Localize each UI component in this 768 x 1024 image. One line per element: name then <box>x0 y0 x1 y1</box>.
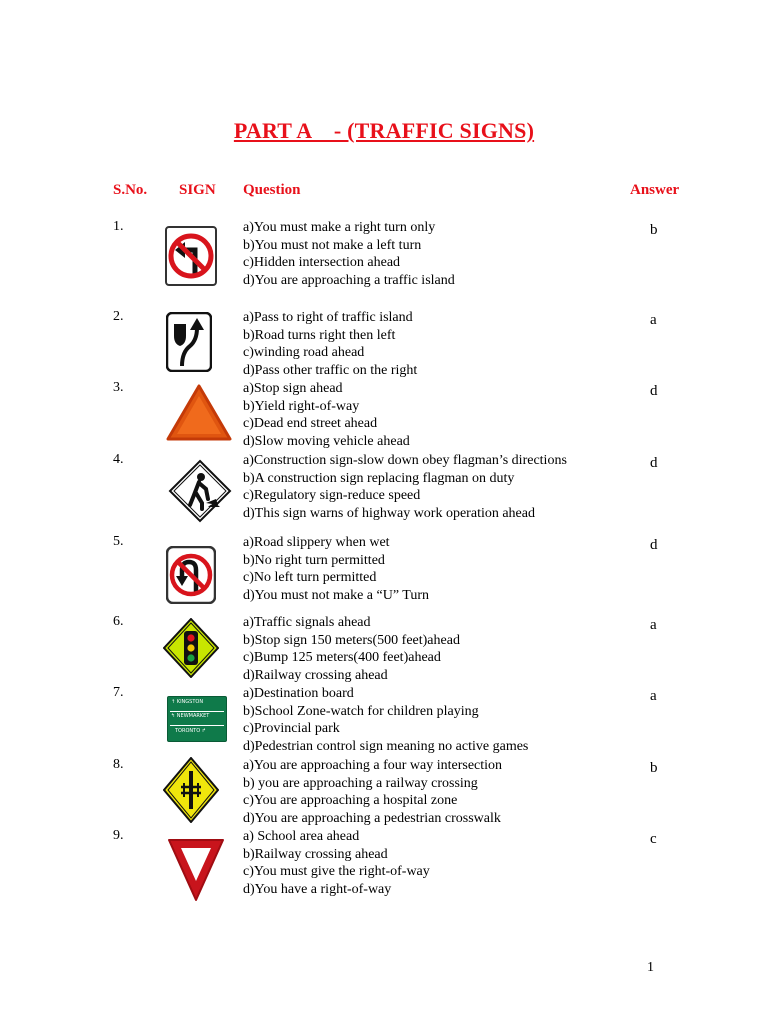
option-a: a)Destination board <box>243 686 354 701</box>
header-answer: Answer <box>630 182 680 198</box>
page-title: PART A - (TRAFFIC SIGNS) <box>233 118 535 143</box>
traffic-signals-ahead-sign-icon <box>163 618 219 683</box>
option-d: d)You must not make a “U” Turn <box>243 588 430 604</box>
option-a: a)Construction sign-slow down obey flagman’s directions <box>243 453 567 468</box>
option-b: b)A construction sign replacing flagman on duty <box>243 470 515 486</box>
keep-right-traffic-island-sign-icon <box>166 312 212 377</box>
question-number: 2. <box>113 309 124 324</box>
option-b: b) you are approaching a railway crossing <box>243 775 478 791</box>
option-d: d)This sign warns of highway work operation ahead <box>243 506 535 522</box>
header-sign: SIGN <box>179 182 216 198</box>
answer: d <box>650 455 658 471</box>
option-a: a)Pass to right of traffic island <box>243 310 413 325</box>
destination-board-sign-icon <box>167 696 227 742</box>
sign-text-kingston: KINGSTON <box>176 699 204 705</box>
option-b: b)You must not make a left turn <box>243 237 422 253</box>
arrow-left-turn-icon: ↰ <box>171 713 176 719</box>
arrow-up-icon: ↑ <box>171 699 176 705</box>
question-number: 6. <box>113 614 124 629</box>
answer: c <box>650 831 657 847</box>
question-number: 7. <box>113 685 124 700</box>
option-c: c)You must give the right-of-way <box>243 864 430 880</box>
answer: a <box>650 312 657 328</box>
option-c: c)winding road ahead <box>243 345 365 361</box>
option-c: c)Regulatory sign-reduce speed <box>243 488 421 504</box>
option-d: d)Pass other traffic on the right <box>243 363 418 379</box>
options <box>243 309 417 380</box>
header-question: Question <box>243 182 301 198</box>
answer: b <box>650 222 658 238</box>
options <box>243 685 528 756</box>
question-number: 4. <box>113 452 124 467</box>
option-b: b)Road turns right then left <box>243 327 396 343</box>
option-d: d)Slow moving vehicle ahead <box>243 434 410 450</box>
option-a: a)Road slippery when wet <box>243 535 390 550</box>
option-a: a)You must make a right turn only <box>243 220 436 235</box>
option-d: d)You have a right-of-way <box>243 882 392 898</box>
option-d: d)Pedestrian control sign meaning no active games <box>243 739 529 755</box>
sign-text-newmarket: NEWMARKET <box>176 713 210 719</box>
option-c: c)Hidden intersection ahead <box>243 255 401 271</box>
construction-worker-sign-icon <box>168 459 232 528</box>
option-c: c)No left turn permitted <box>243 570 377 586</box>
option-b: b)Yield right-of-way <box>243 398 360 414</box>
answer: b <box>650 760 658 776</box>
option-b: b)Railway crossing ahead <box>243 846 388 862</box>
option-c: c)You are approaching a hospital zone <box>243 793 458 809</box>
options <box>243 534 429 605</box>
question-number: 5. <box>113 534 124 549</box>
options <box>243 380 410 451</box>
answer: d <box>650 537 658 553</box>
options <box>243 219 455 290</box>
yield-sign-icon <box>167 837 225 908</box>
answer: d <box>650 383 658 399</box>
option-b: b)No right turn permitted <box>243 552 385 568</box>
option-c: c)Provincial park <box>243 721 340 737</box>
options <box>243 614 460 685</box>
option-d: d)Railway crossing ahead <box>243 668 388 684</box>
header-sno: S.No. <box>113 182 148 198</box>
options <box>243 828 430 899</box>
option-d: d)You are approaching a pedestrian crosswalk <box>243 811 501 827</box>
slow-moving-vehicle-sign-icon <box>166 384 232 447</box>
options <box>243 452 567 523</box>
answer: a <box>650 617 657 633</box>
railway-crossing-ahead-sign-icon <box>163 757 219 828</box>
no-left-turn-sign-icon <box>165 226 217 291</box>
question-number: 1. <box>113 219 124 234</box>
option-c: c)Bump 125 meters(400 feet)ahead <box>243 650 441 666</box>
option-c: c)Dead end street ahead <box>243 416 378 432</box>
question-number: 3. <box>113 380 124 395</box>
question-number: 8. <box>113 757 124 772</box>
question-number: 9. <box>113 828 124 843</box>
option-b: b)Stop sign 150 meters(500 feet)ahead <box>243 632 460 648</box>
sign-text-toronto: TORONTO <box>175 728 201 734</box>
option-a: a) School area ahead <box>243 829 360 844</box>
option-d: d)You are approaching a traffic island <box>243 273 455 289</box>
option-a: a)Stop sign ahead <box>243 381 343 396</box>
option-a: a)You are approaching a four way intersection <box>243 758 503 773</box>
answer: a <box>650 688 657 704</box>
no-u-turn-sign-icon <box>166 546 216 609</box>
option-a: a)Traffic signals ahead <box>243 615 371 630</box>
options <box>243 757 502 828</box>
option-b: b)School Zone-watch for children playing <box>243 703 479 719</box>
arrow-right-turn-icon: ↱ <box>201 728 206 734</box>
page-number: 1 <box>647 960 654 975</box>
